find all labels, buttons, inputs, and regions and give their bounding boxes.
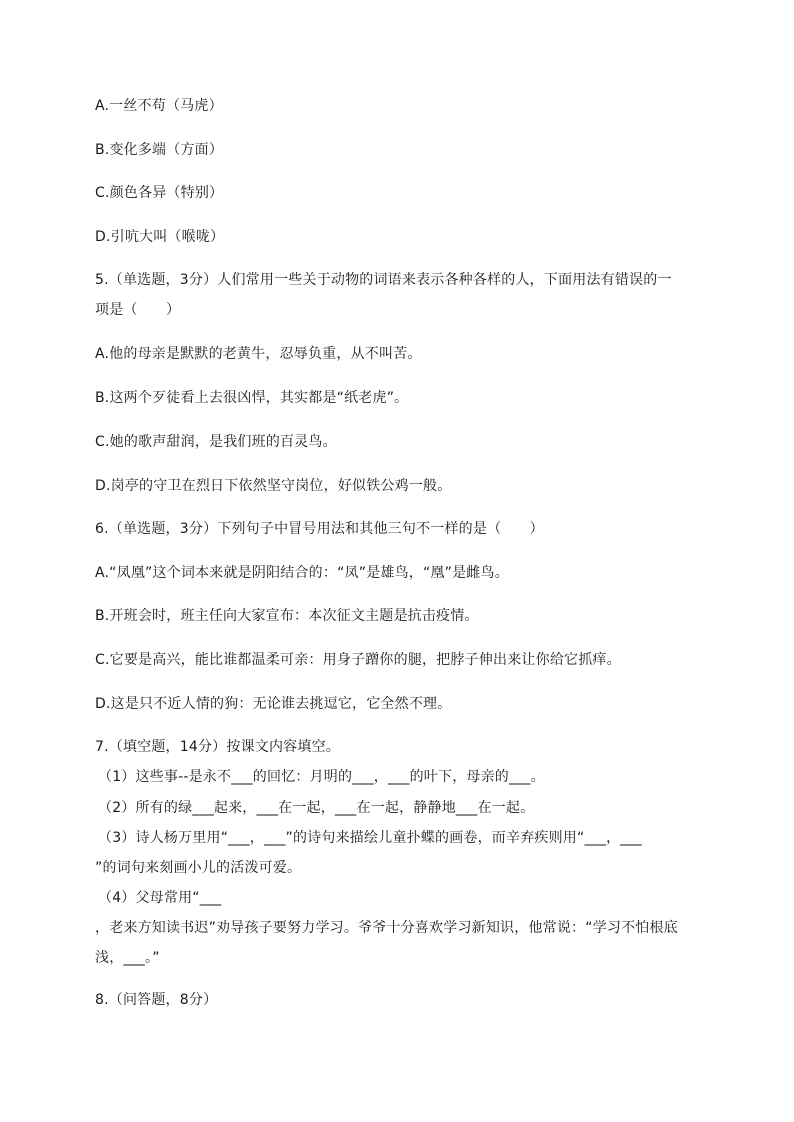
option-b-line: B.变化多端（方面） (95, 142, 224, 158)
q7-item-4: （4）父母常用“___ (98, 890, 222, 906)
option-a-line: A.一丝不苟（马虎） (95, 98, 223, 114)
q7-item-3-cont: ”的词句来刻画小儿的活泼可爱。 (95, 860, 302, 876)
question-7-stem: 7.（填空题，14分）按课文内容填空。 (95, 739, 340, 755)
question-5-stem-cont: 项是（ ） (95, 302, 181, 318)
q5-option-a: A.他的母亲是默默的老黄牛，忍辱负重，从不叫苦。 (95, 346, 422, 362)
option-c-line: C.颜色各异（特别） (95, 185, 224, 201)
q7-item-2: （2）所有的绿___起来，___在一起，___在一起，静静地___在一起。 (98, 800, 535, 816)
question-6-stem: 6.（单选题，3分）下列句子中冒号用法和其他三句不一样的是（ ） (95, 521, 544, 537)
q6-option-d: D.这是只不近人情的狗：无论谁去挑逗它，它全然不理。 (95, 696, 452, 712)
q6-option-b: B.开班会时，班主任向大家宣布：本次征文主题是抗击疫情。 (95, 608, 479, 624)
question-5-stem: 5.（单选题，3分）人们常用一些关于动物的词语来表示各种各样的人，下面用法有错误的一 (95, 272, 672, 288)
option-d-line: D.引吭大叫（喉咙） (95, 229, 225, 245)
q6-option-a: A.“凤凰”这个词本来就是阴阳结合的：“凤”是雄鸟，“凰”是雌鸟。 (95, 565, 509, 581)
q6-option-c: C.它要是高兴，能比谁都温柔可亲：用身子蹭你的腿，把脖子伸出来让你给它抓痒。 (95, 652, 621, 668)
q7-item-4-cont: ，老来方知读书迟”劝导孩子要努力学习。爷爷十分喜欢学习新知识，他常说：“学习不怕根底 (95, 920, 678, 936)
q5-option-b: B.这两个歹徒看上去很凶悍，其实都是“纸老虎”。 (95, 390, 409, 406)
q5-option-d: D.岗亭的守卫在烈日下依然坚守岗位，好似铁公鸡一般。 (95, 478, 452, 494)
q7-item-4-end: 浅，___。” (95, 950, 160, 966)
q7-item-1: （1）这些事--是永不___的回忆：月明的___，___的叶下，母亲的___。 (98, 769, 545, 785)
q5-option-c: C.她的歌声甜润，是我们班的百灵鸟。 (95, 434, 337, 450)
question-8-stem: 8.（问答题，8分） (95, 992, 218, 1008)
q7-item-3: （3）诗人杨万里用“___，___”的诗句来描绘儿童扑蝶的画卷，而辛弃疾则用“___，___ (98, 830, 642, 846)
